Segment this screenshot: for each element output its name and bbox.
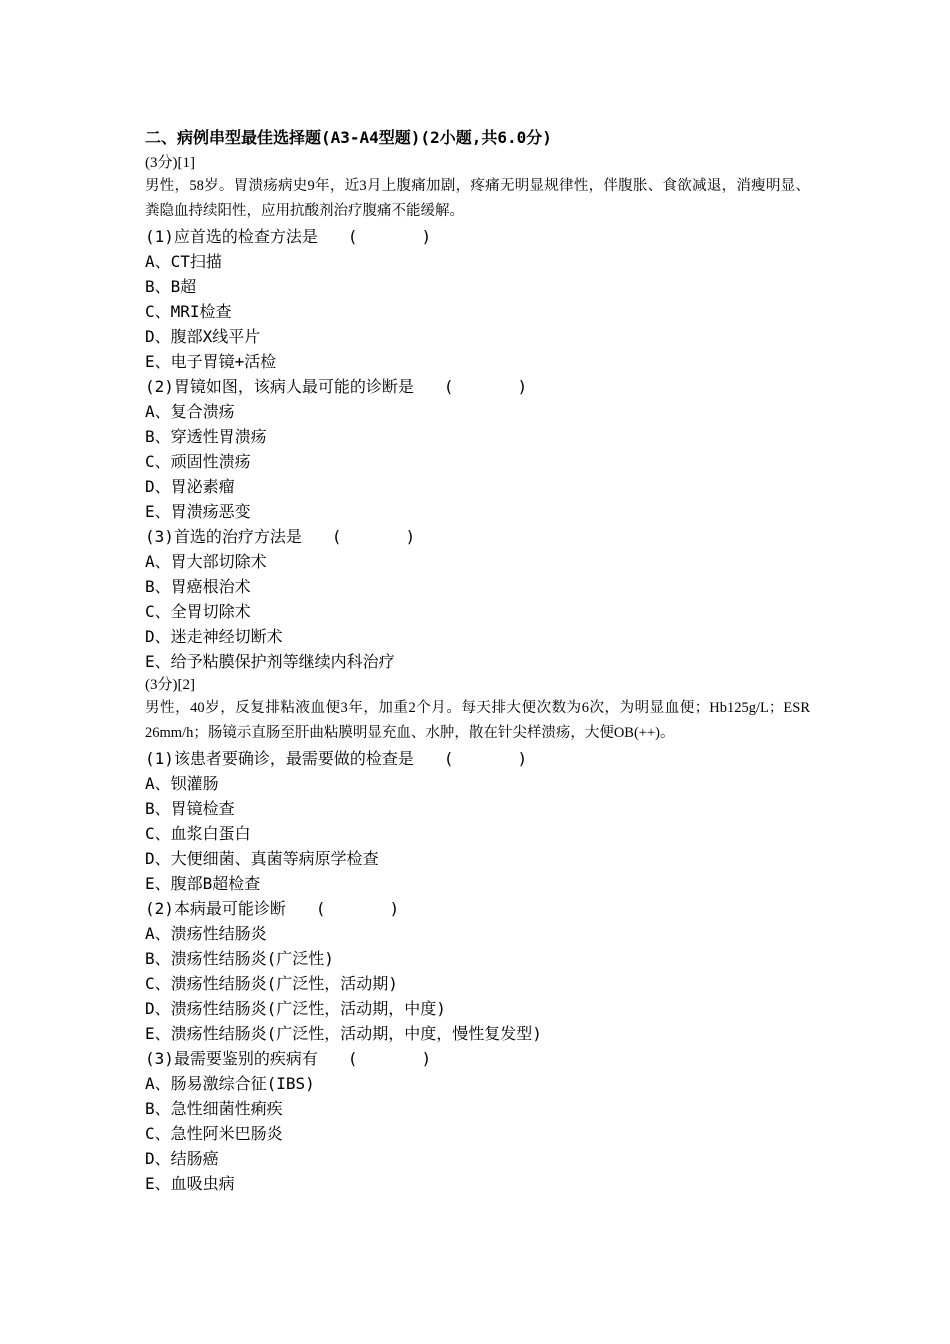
option-d[interactable]: D、溃疡性结肠炎(广泛性，活动期，中度) (145, 999, 446, 1018)
option-a[interactable]: A、溃疡性结肠炎 (145, 924, 267, 943)
case-stem: 男性，58岁。胃溃疡病史9年，近3月上腹痛加剧，疼痛无明显规律性，伴腹胀、食欲减退，消瘦明显、粪隐血持续阳性，应用抗酸剂治疗腹痛不能缓解。 (145, 178, 810, 219)
option-a[interactable]: A、CT扫描 (145, 252, 222, 271)
option-a[interactable]: A、复合溃疡 (145, 402, 235, 421)
option-d[interactable]: D、结肠癌 (145, 1149, 219, 1168)
option-e[interactable]: E、腹部B超检查 (145, 874, 261, 893)
option-c[interactable]: C、全胃切除术 (145, 602, 251, 621)
section-title: 二、病例串型最佳选择题(A3-A4型题)(2小题,共6.0分) (145, 128, 552, 147)
option-e[interactable]: E、给予粘膜保护剂等继续内科治疗 (145, 652, 395, 671)
question-text: (1)应首选的检查方法是 ( ) (145, 224, 810, 249)
option-c[interactable]: C、溃疡性结肠炎(广泛性，活动期) (145, 974, 398, 993)
question-text: (3)首选的治疗方法是 ( ) (145, 524, 810, 549)
option-b[interactable]: B、B超 (145, 277, 197, 296)
option-e[interactable]: E、电子胃镜+活检 (145, 352, 277, 371)
answer-bracket[interactable]: ( ) (315, 899, 400, 918)
answer-bracket[interactable]: ( ) (443, 377, 528, 396)
option-a[interactable]: A、钡灌肠 (145, 774, 219, 793)
answer-bracket[interactable]: ( ) (347, 227, 432, 246)
group-score: (3分)[1] (145, 155, 195, 171)
question-1-2 (145, 374, 810, 524)
option-c[interactable]: C、急性阿米巴肠炎 (145, 1124, 283, 1143)
case-group-1 (145, 152, 810, 674)
option-e[interactable]: E、血吸虫病 (145, 1174, 235, 1193)
question-text: (2)胃镜如图，该病人最可能的诊断是 ( ) (145, 374, 810, 399)
question-2-2 (145, 896, 810, 1046)
question-1-3 (145, 524, 810, 674)
option-d[interactable]: D、胃泌素瘤 (145, 477, 235, 496)
option-b[interactable]: B、急性细菌性痢疾 (145, 1099, 283, 1118)
option-a[interactable]: A、肠易激综合征(IBS) (145, 1074, 315, 1093)
option-d[interactable]: D、大便细菌、真菌等病原学检查 (145, 849, 379, 868)
option-d[interactable]: D、迷走神经切断术 (145, 627, 283, 646)
option-c[interactable]: C、MRI检查 (145, 302, 232, 321)
question-text: (3)最需要鉴别的疾病有 ( ) (145, 1046, 810, 1071)
question-text: (2)本病最可能诊断 ( ) (145, 896, 810, 921)
option-e[interactable]: E、溃疡性结肠炎(广泛性，活动期，中度，慢性复发型) (145, 1024, 542, 1043)
answer-bracket[interactable]: ( ) (331, 527, 416, 546)
answer-bracket[interactable]: ( ) (443, 749, 528, 768)
answer-bracket[interactable]: ( ) (347, 1049, 432, 1068)
option-b[interactable]: B、胃镜检查 (145, 799, 235, 818)
option-b[interactable]: B、穿透性胃溃疡 (145, 427, 267, 446)
option-a[interactable]: A、胃大部切除术 (145, 552, 267, 571)
option-b[interactable]: B、胃癌根治术 (145, 577, 251, 596)
option-c[interactable]: C、顽固性溃疡 (145, 452, 251, 471)
question-2-1 (145, 746, 810, 896)
question-text: (1)该患者要确诊，最需要做的检查是 ( ) (145, 746, 810, 771)
question-1-1 (145, 224, 810, 374)
case-group-2 (145, 674, 810, 1196)
option-b[interactable]: B、溃疡性结肠炎(广泛性) (145, 949, 334, 968)
exam-page (145, 126, 810, 1196)
question-2-3 (145, 1046, 810, 1196)
option-c[interactable]: C、血浆白蛋白 (145, 824, 251, 843)
option-d[interactable]: D、腹部X线平片 (145, 327, 261, 346)
option-e[interactable]: E、胃溃疡恶变 (145, 502, 251, 521)
case-stem: 男性，40岁，反复排粘液血便3年，加重2个月。每天排大便次数为6次，为明显血便；Hb125g/L；ESR 26mm/h；肠镜示直肠至肝曲粘膜明显充血、水肿，散在针尖样溃疡，大便OB(++)。 (145, 700, 810, 741)
group-score: (3分)[2] (145, 677, 195, 693)
